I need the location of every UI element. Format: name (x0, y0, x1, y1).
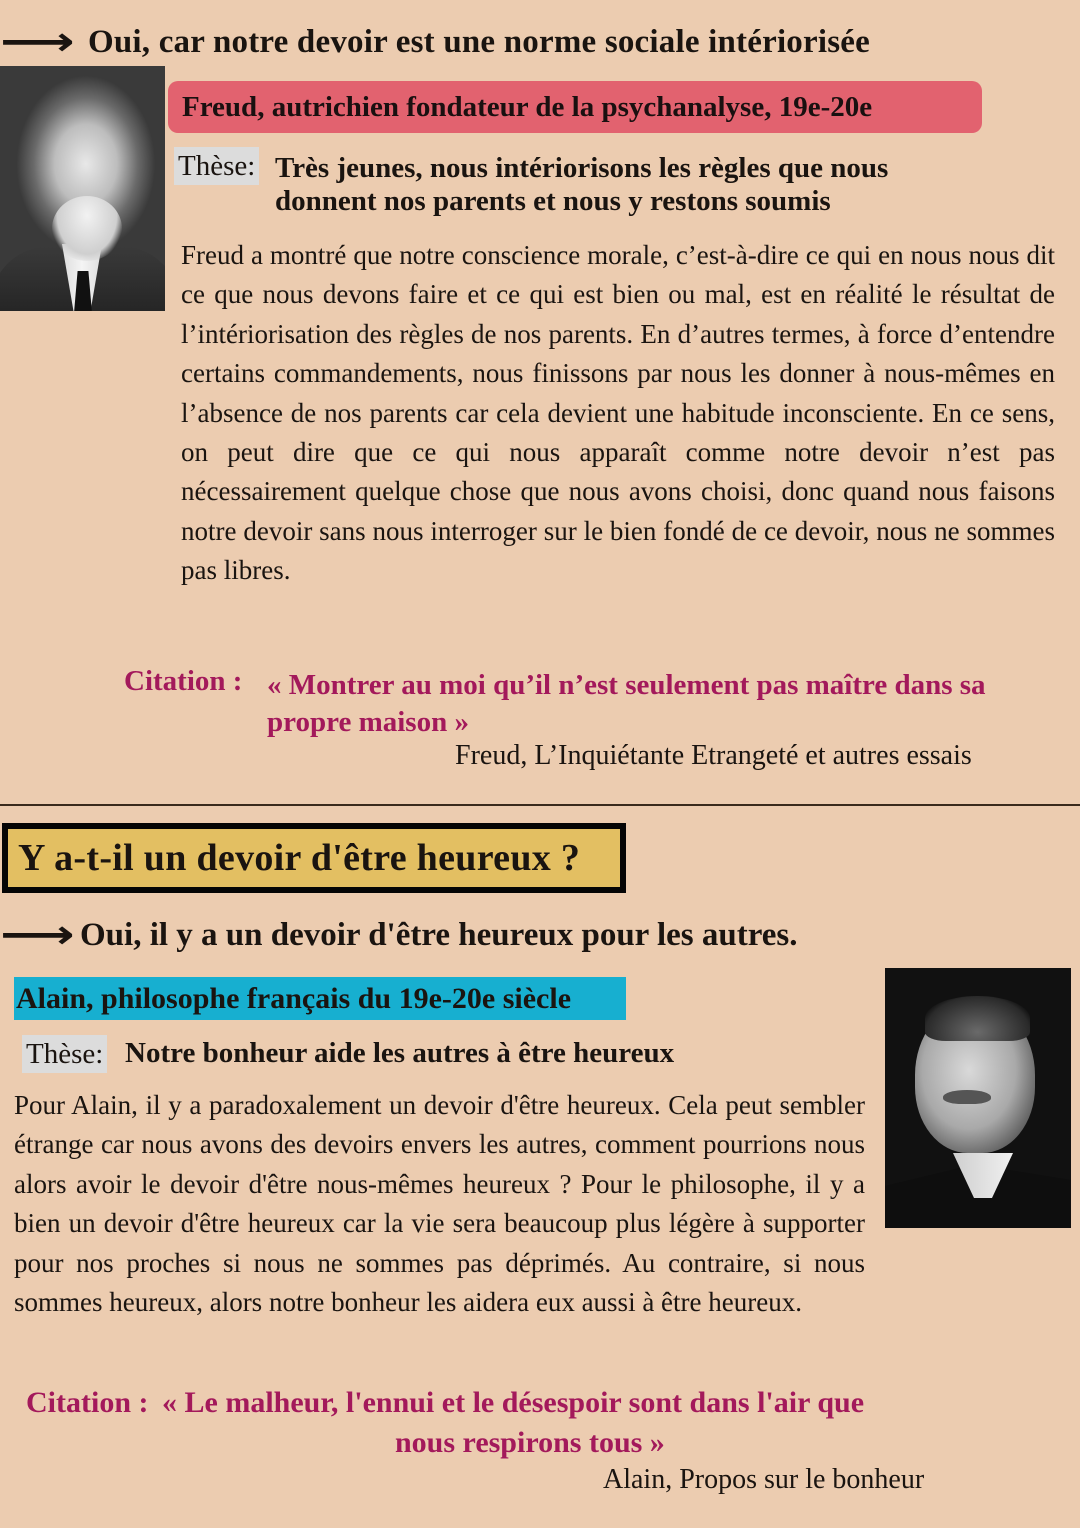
section1-heading (0, 19, 870, 65)
freud-citation-label: Citation : (124, 665, 243, 697)
freud-portrait-image (0, 66, 165, 311)
freud-citation-source: Freud, L’Inquiétante Etrangeté et autres essais (455, 740, 972, 771)
freud-these-label: Thèse: (174, 147, 259, 185)
section1-heading-text: Oui, car notre devoir est une norme sociale intériorisée (88, 23, 870, 60)
freud-citation-quote: « Montrer au moi qu’il n’est seulement pas maître dans sa propre maison » (267, 669, 986, 738)
section-divider (0, 804, 1080, 806)
section2-heading-text: Oui, il y a un devoir d'être heureux pour les autres. (80, 916, 798, 953)
arrow-right-icon: ⟶ (0, 912, 75, 958)
question-title-box: Y a-t-il un devoir d'être heureux ? (2, 823, 626, 893)
freud-banner: Freud, autrichien fondateur de la psychanalyse, 19e-20e (168, 81, 982, 133)
alain-these-text: Notre bonheur aide les autres à être heureux (125, 1037, 675, 1069)
alain-citation-source: Alain, Propos sur le bonheur (603, 1464, 925, 1495)
freud-these-text: Très jeunes, nous intériorisons les règles que nous donnent nos parents et nous y restons soumis (275, 152, 889, 217)
alain-portrait-image (885, 968, 1071, 1228)
alain-citation-label: Citation : (26, 1386, 149, 1419)
section2-heading (0, 912, 798, 958)
alain-citation-quote-line1: « Le malheur, l'ennui et le désespoir sont dans l'air que (162, 1386, 865, 1419)
arrow-right-icon: ⟶ (0, 19, 75, 65)
alain-paragraph: Pour Alain, il y a paradoxalement un devoir d'être heureux. Cela peut sembler étrange car nous avons des devoirs envers les autres, comment pourrions nous alors avoir le devoir d'être nous-mêmes heureux ? Pour le philosophe, il y a bien un devoir d'être heureux car la vie sera beaucoup plus légère à supporter pour nos proches si nous ne sommes pas déprimés. Au contraire, si nous sommes heureux, alors notre bonheur les aidera eux aussi à être heureux. (14, 1090, 865, 1318)
alain-banner: Alain, philosophe français du 19e-20e siècle (14, 977, 626, 1020)
freud-paragraph: Freud a montré que notre conscience morale, c’est-à-dire ce qui en nous nous dit ce que nous devons faire et ce qui est bien ou mal, est en réalité le résultat de l’intériorisation des règles de nos parents. En d’autres termes, à force d’entendre certains commandements, nous finissons par nous les donner à nous-mêmes en l’absence de nos parents car cela devient une habitude inconsciente. En ce sens, on peut dire que ce qui nous apparaît comme notre devoir n’est pas nécessairement quelque chose que nous avons choisi, donc quand nous faisons notre devoir sans nous interroger sur le bien fondé de ce devoir, nous ne sommes pas libres. (181, 240, 1055, 586)
alain-citation-quote-line2: nous respirons tous » (395, 1426, 665, 1459)
alain-these-label: Thèse: (22, 1035, 107, 1073)
